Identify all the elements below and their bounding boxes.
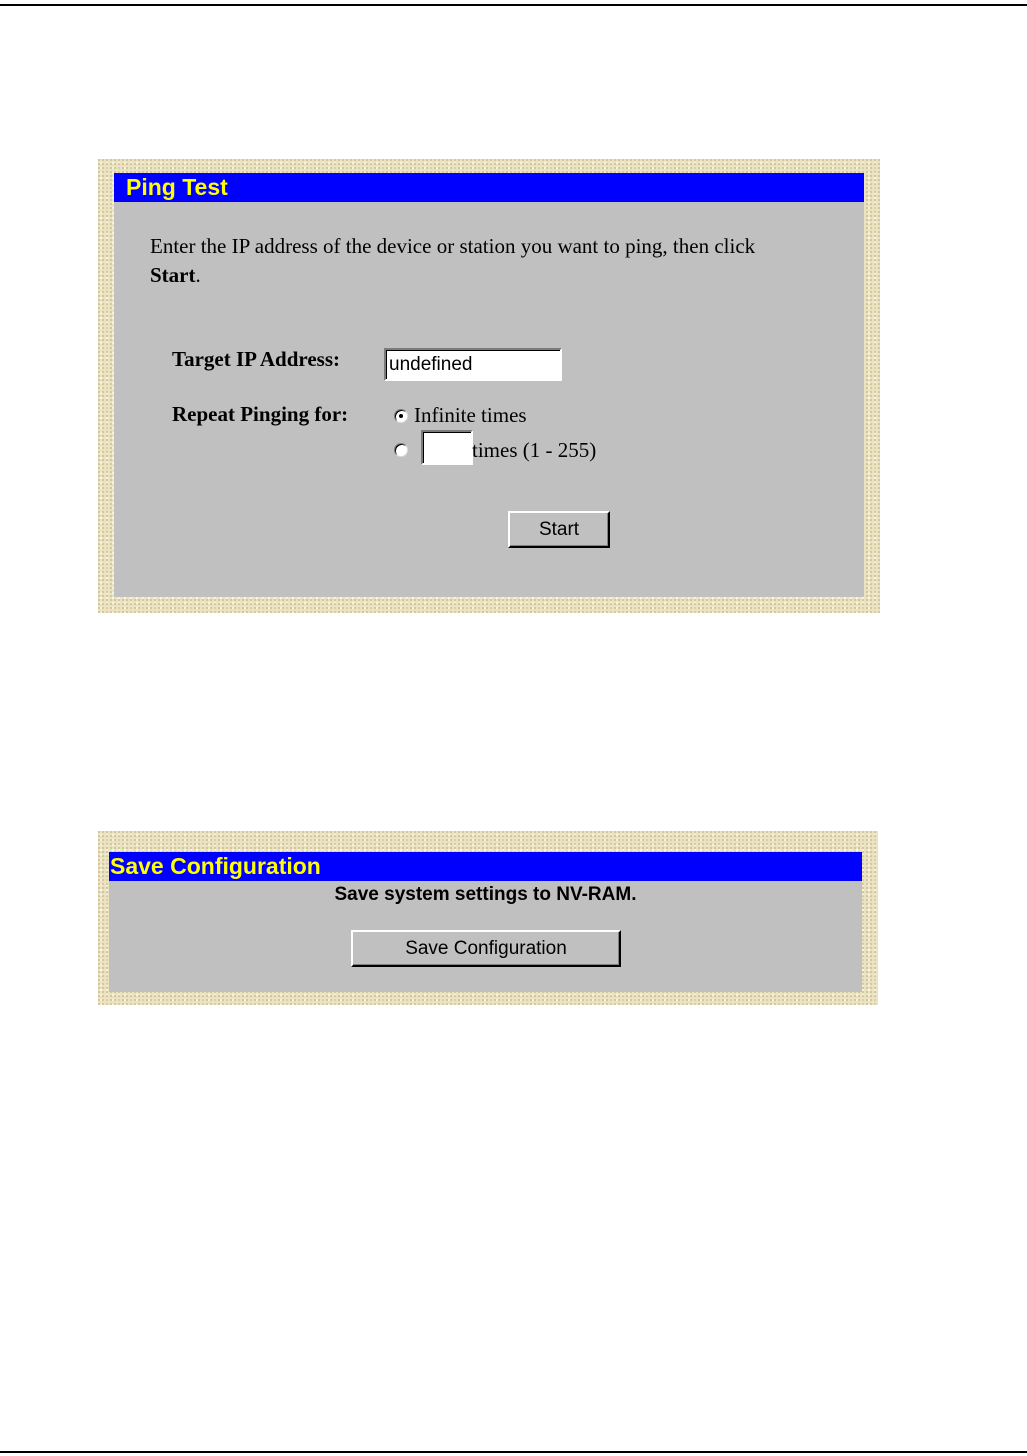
save-configuration-description: Save system settings to NV-RAM. bbox=[334, 884, 637, 905]
instruction-end: . bbox=[195, 263, 201, 287]
save-configuration-button[interactable]: Save Configuration bbox=[351, 930, 621, 967]
ping-test-title: Ping Test bbox=[126, 174, 228, 200]
save-configuration-frame bbox=[98, 831, 878, 1005]
ping-test-panel bbox=[114, 173, 864, 597]
infinite-times-radio[interactable] bbox=[394, 409, 408, 423]
instruction-text: Enter the IP address of the device or station you want to ping, then click bbox=[150, 234, 756, 258]
repeat-times-label: times (1 - 255) bbox=[472, 438, 597, 462]
save-configuration-title: Save Configuration bbox=[110, 853, 321, 879]
save-configuration-title-bar bbox=[109, 852, 862, 881]
repeat-pinging-label: Repeat Pinging for: bbox=[172, 402, 349, 426]
instruction-bold: Start bbox=[150, 263, 196, 287]
save-configuration-panel bbox=[109, 852, 862, 992]
repeat-times-input[interactable] bbox=[421, 430, 473, 465]
ping-instructions bbox=[150, 232, 830, 290]
target-ip-input[interactable] bbox=[384, 348, 562, 381]
repeat-times-radio[interactable] bbox=[394, 443, 408, 457]
ping-test-title-bar bbox=[114, 173, 864, 202]
top-divider bbox=[0, 4, 1027, 6]
infinite-times-label: Infinite times bbox=[414, 403, 527, 427]
ping-test-frame bbox=[98, 159, 880, 613]
start-button[interactable]: Start bbox=[508, 511, 610, 548]
target-ip-label: Target IP Address: bbox=[172, 347, 341, 371]
bottom-divider bbox=[0, 1451, 1027, 1453]
